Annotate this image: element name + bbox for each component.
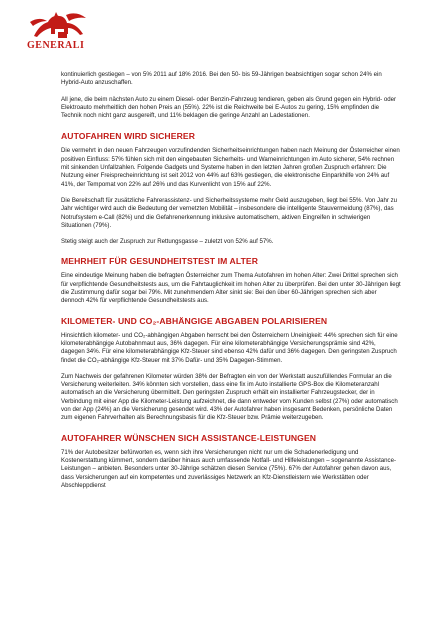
lion-icon (28, 10, 90, 42)
paragraph: Die vermehrt in den neuen Fahrzeugen vorzufindenden Sicherheitseinrichtungen haben nach Meinung der Österreicher einen positiven Einfluss: 57% fühlen sich mit den eingebauten Sicherheits- und Warneinrichtungen im Auto sicherer, 54% rechnen mit sinkenden Unfallzahlen. Folgende Gadgets und Systeme haben in den letzten Jahren großen Zuspruch erfahren: Die Nutzung einer Freisprecheinrichtung ist seit 2012 von 44% auf 63% gestiegen, die elektronische Einparkhilfe von 24% auf 41%, der Tempomat von 22% auf 26% und das Kurvenlicht von 15% auf 22%. (61, 147, 400, 188)
paragraph: 71% der Autobesitzer befürworten es, wenn sich ihre Versicherungen nicht nur um die Schadenerledigung und Kostenerstattung kümmert, sondern darüber hinaus auch umfassende Notfall- und Hilfeleistungen – sogenannte Assistance-Leistungen – anbieten. Besonders unter 30-Jährige schätzen diesen Service (75%). 67% der Autofahrer gehen davon aus, dass Versicherungen auf ein kompetentes und zuverlässiges Netzwerk an Kfz-Dienstleistern wie Werkstätten oder Abschleppdienst (61, 448, 397, 489)
paragraph: All jene, die beim nächsten Auto zu einem Diesel- oder Benzin-Fahrzeug tendieren, geben als Grund gegen ein Hybrid- oder Elektroauto mehrheitlich den hohen Preis an (55%). 22% ist die Reichweite bei E-Autos zu gering, 15% empfinden die Technik noch nicht ganz ausgereift, und 11% beklagen die geringe Anzahl an Ladestationen. (61, 95, 397, 120)
section-heading: MEHRHEIT FÜR GESUNDHEITSTEST IM ALTER (61, 256, 259, 267)
section-heading: AUTOFAHRER WÜNSCHEN SICH ASSISTANCE-LEISTUNGEN (61, 432, 317, 443)
document-body (61, 71, 401, 498)
brand-wordmark: GENERALI (27, 40, 85, 51)
paragraph: Die Bereitschaft für zusätzliche Fahrerassistenz- und Sicherheitssysteme mehr Geld auszugeben, liegt bei 55%. Von Jahr zu Jahr wichtiger wird auch die Bedeutung der vernetzten Mobilität – insbesondere die intelligente Stauvermeidung (87%), das Notrufsystem e-Call (82%) und die Gefahrenerkennung inklusive automatischem, aktiven Eingreifen in schwierigen Situationen (79%). (61, 196, 398, 229)
paragraph: Zum Nachweis der gefahrenen Kilometer würden 38% der Befragten ein von der Werkstatt auszufüllendes Formular an die Versicherung weiterleiten. 34% könnten sich vorstellen, dass eine fix im Auto installierte GPS-Box die Kilometeranzahl automatisch an die Versicherung übermittelt. Den geringsten Zuspruch erhält ein installierter Fahrzeugstecker, der in Verbindung mit einer App die Kilometer-Leistung aufzeichnet, die dann entweder vom Kunden selbst (27%) oder automatisch von der App (24%) an die Versicherung gesendet wird. 43% der Autofahrer haben insgesamt Bedenken, persönliche Daten zum eigenen Fahrverhalten als Berechnungsbasis für die Kfz-Steuer bzw. Prämie weiterzugeben. (61, 372, 398, 422)
paragraph: Eine eindeutige Meinung haben die befragten Österreicher zum Thema Autofahren im hohen Alter: Zwei Drittel sprechen sich für verpflichtende Gesundheitstests aus, um die Fahrtauglichkeit im hohen Alter zu überprüfen. Bei den unter 30-Jährigen liegt die Zustimmung dafür sogar bei 79%. Mit zunehmendem Alter sinkt sie: Bei den über 60-Jährigen sprechen sich aber dennoch 42% für verpflichtende Gesundheitstests aus. (61, 272, 401, 305)
paragraph: Hinsichtlich kilometer- und CO₂-abhängigen Abgaben herrscht bei den Österreichern Uneinigkeit: 44% sprechen sich für eine kilometerabhängige Autobahnmaut aus, 36% dagegen. Für eine kilometerabhängige Versicherungsprämie sind 42%, dagegen 34%. Für eine kilometerabhängige Kfz-Steuer sind ebenso 42% dafür und 36% dagegen. Den geringsten Zuspruch findet die CO₂-abhängige Kfz-Steuer mit 37% Dafür- und 35% Dagegen-Stimmen. (61, 331, 398, 364)
section-heading: KILOMETER- UND CO₂-ABHÄNGIGE ABGABEN POLARISIEREN (61, 315, 328, 326)
section-heading: AUTOFAHREN WIRD SICHERER (61, 131, 196, 142)
paragraph: kontinuierlich gestiegen – von 5% 2011 auf 18% 2016. Bei den 50- bis 59-Jährigen beabsichtigen sogar schon 24% ein Hybrid-Auto anzuschaffen. (61, 71, 382, 87)
paragraph: Stetig steigt auch der Zuspruch zur Rettungsgasse – zuletzt von 52% auf 57%. (61, 238, 274, 246)
